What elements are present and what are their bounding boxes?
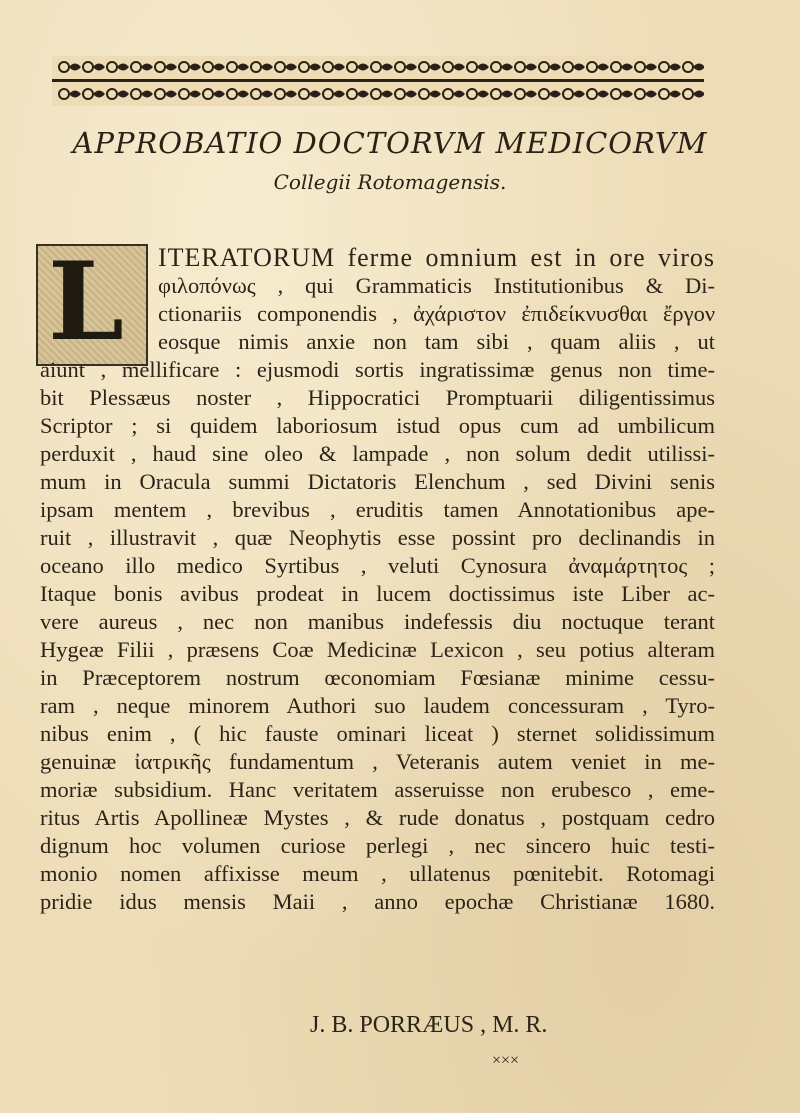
text-line: aiunt , mellificare : ejusmodi sortis ingratissimæ genus non time- xyxy=(40,357,715,382)
text-line: ram , neque minorem Authori suo laudem concessuram , Tyro- xyxy=(40,693,715,718)
paragraph-body xyxy=(40,356,715,916)
page-title: APPROBATIO DOCTORVM MEDICORVM xyxy=(72,126,708,160)
signature: J. B. PORRÆUS , M. R. xyxy=(310,1012,548,1038)
initial-letter: L xyxy=(48,239,124,365)
text-line: nibus enim , ( hic fauste ominari liceat ) sternet solidissimum xyxy=(40,721,715,746)
text-line: genuinæ ἰατρικῆς fundamentum , Veteranis autem veniet in me- xyxy=(40,749,715,774)
text-line: pridie idus mensis Maii , anno epochæ Christianæ 1680. xyxy=(40,889,715,914)
text-line: ctionariis componendis , ἀχάριστον ἐπιδείκνυσθαι ἔργον xyxy=(158,301,715,326)
ornamental-headpiece xyxy=(52,56,704,106)
text-line: mum in Oracula summi Dictatoris Elenchum , sed Divini senis xyxy=(40,469,715,494)
text-line: dignum hoc volumen curiose perlegi , nec sincero huic testi- xyxy=(40,833,715,858)
text-line: Hygeæ Filii , præsens Coæ Medicinæ Lexicon , seu potius alteram xyxy=(40,637,715,662)
text-line: monio nomen affixisse meum , ullatenus pœnitebit. Rotomagi xyxy=(40,861,715,886)
text-line: Itaque bonis avibus prodeat in lucem doctissimus iste Liber ac- xyxy=(40,581,715,606)
text-line: ipsam mentem , brevibus , eruditis tamen Annotationibus ape- xyxy=(40,497,715,522)
text-line: bit Plessæus noster , Hippocratici Promptuarii diligentissimus xyxy=(40,385,715,410)
signature-mark: ××× xyxy=(492,1052,520,1069)
text-line: moriæ subsidium. Hanc veritatem asseruisse non erubesco , eme- xyxy=(40,777,715,802)
text-line: oceano illo medico Syrtibus , veluti Cynosura ἀναμάρτητος ; xyxy=(40,553,715,578)
text-line: Scriptor ; si quidem laboriosum istud opus cum ad umbilicum xyxy=(40,413,715,438)
page-subtitle: Collegii Rotomagensis. xyxy=(273,170,507,194)
text-line: ITERATORUM ferme omnium est in ore viros xyxy=(158,243,715,272)
text-line: φιλοπόνως , qui Grammaticis Institutionibus & Di- xyxy=(158,273,715,298)
decorated-initial xyxy=(36,239,148,366)
paragraph-opening xyxy=(158,244,715,356)
text-line: ruit , illustravit , quæ Neophytis esse possint pro declinandis in xyxy=(40,525,715,550)
text-line: ritus Artis Apollineæ Mystes , & rude donatus , postquam cedro xyxy=(40,805,715,830)
text-line: vere aureus , nec non manibus indefessis diu noctuque terant xyxy=(40,609,715,634)
text-line: eosque nimis anxie non tam sibi , quam aliis , ut xyxy=(158,329,715,354)
text-line: in Præceptorem nostrum œconomiam Fœsianæ minime cessu- xyxy=(40,665,715,690)
text-line: perduxit , haud sine oleo & lampade , non solum dedit utilissi- xyxy=(40,441,715,466)
